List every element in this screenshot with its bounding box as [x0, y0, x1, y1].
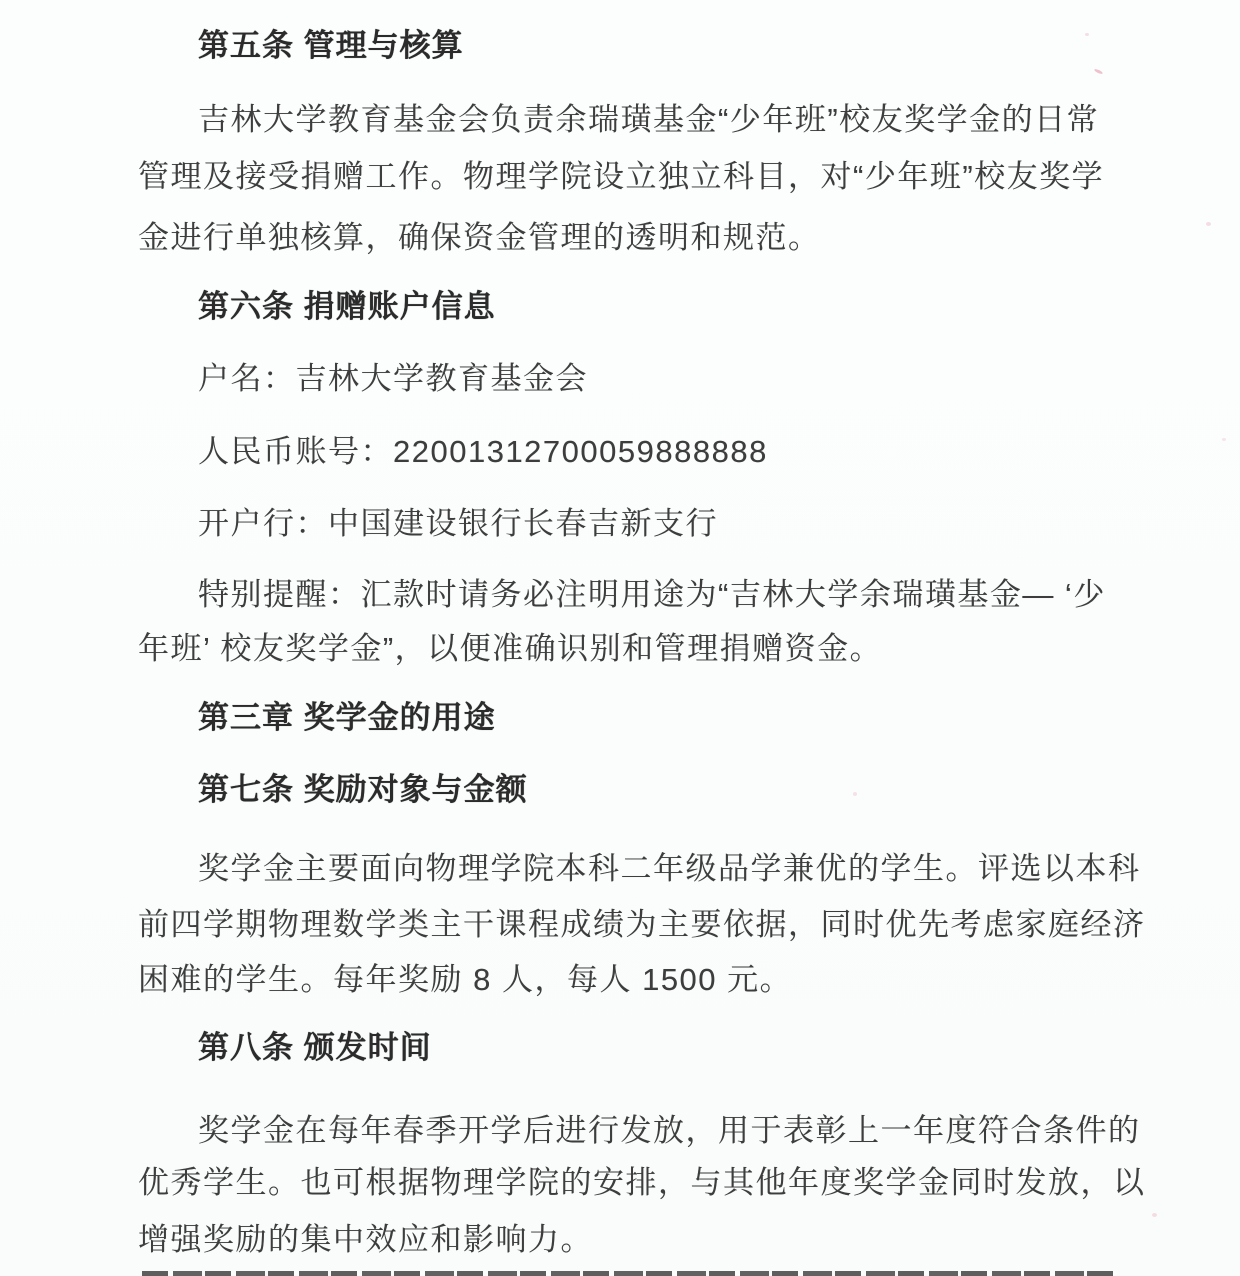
article7-line-3: 困难的学生。每年奖励 8 人，每人 1500 元。 — [138, 962, 793, 997]
next-line-cutoff-band — [142, 1271, 1117, 1276]
article5-line-3: 金进行单独核算，确保资金管理的透明和规范。 — [138, 220, 821, 255]
scan-speck — [1222, 438, 1226, 441]
scan-speck — [1085, 33, 1089, 36]
article8-line-3: 增强奖励的集中效应和影响力。 — [138, 1222, 593, 1257]
article5-line-2: 管理及接受捐赠工作。物理学院设立独立科目，对“少年班”校友奖学 — [138, 159, 1105, 194]
article8-heading: 第八条 颁发时间 — [198, 1030, 432, 1065]
reminder-line-2: 年班’ 校友奖学金”，以便准确识别和管理捐赠资金。 — [138, 631, 883, 666]
article5-heading: 第五条 管理与核算 — [198, 28, 464, 63]
article5-line-1: 吉林大学教育基金会负责余瑞璜基金“少年班”校友奖学金的日常 — [198, 102, 1100, 137]
scan-speck — [853, 792, 857, 796]
article7-heading: 第七条 奖励对象与金额 — [198, 772, 528, 807]
article8-line-1: 奖学金在每年春季开学后进行发放，用于表彰上一年度符合条件的 — [198, 1113, 1141, 1148]
chapter3-heading: 第三章 奖学金的用途 — [198, 700, 496, 735]
bank-line: 开户行：中国建设银行长春吉新支行 — [198, 506, 718, 541]
account-name-line: 户名：吉林大学教育基金会 — [198, 361, 588, 396]
article8-line-2: 优秀学生。也可根据物理学院的安排，与其他年度奖学金同时发放，以 — [138, 1165, 1146, 1200]
article7-line-2: 前四学期物理数学类主干课程成绩为主要依据，同时优先考虑家庭经济 — [138, 907, 1146, 942]
reminder-line-1: 特别提醒：汇款时请务必注明用途为“吉林大学余瑞璜基金— ‘少 — [198, 577, 1106, 612]
article6-heading: 第六条 捐赠账户信息 — [198, 289, 496, 324]
account-number-line: 人民币账号：22001312700059888888 — [198, 434, 768, 469]
article7-line-1: 奖学金主要面向物理学院本科二年级品学兼优的学生。评选以本科 — [198, 851, 1141, 886]
scan-speck — [1152, 1213, 1157, 1217]
scan-speck — [1206, 222, 1211, 226]
scan-speck — [1094, 68, 1103, 75]
